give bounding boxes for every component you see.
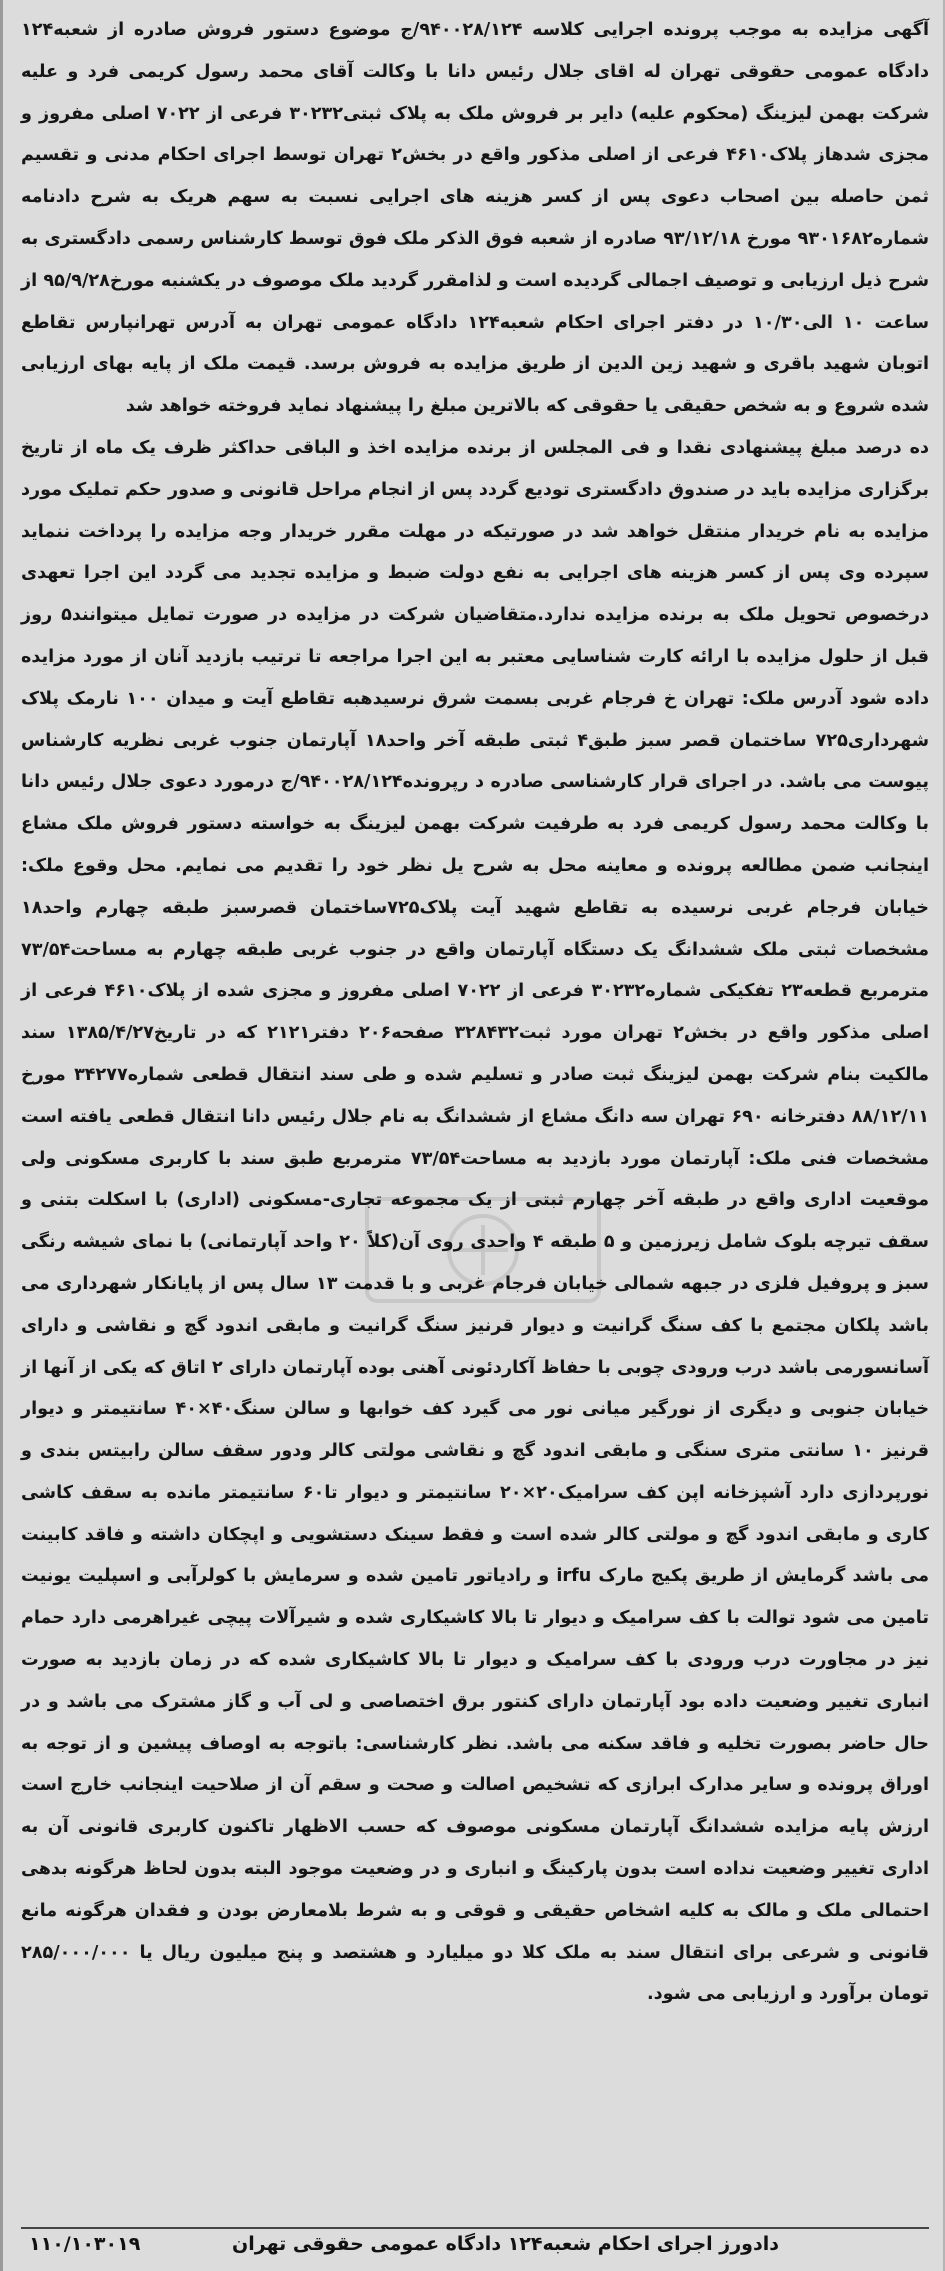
signature-line: دادورز اجرای احکام شعبه۱۲۴ دادگاه عمومی حقوقی تهران <box>232 2233 779 2255</box>
ad-reference-code: ۱۱۰/۱۰۳۰۱۹ <box>29 2233 141 2255</box>
notice-footer <box>21 2227 929 2263</box>
auction-notice-body <box>21 10 929 2016</box>
notice-paragraph-details: ده درصد مبلغ پیشنهادی نقدا و فی المجلس از برنده مزایده اخذ و الباقی حداکثر ظرف یک ماه از تاریخ برگزاری مزایده باید در صندوق دادگستری تودیع گردد پس از انجام مراحل قانونی و صدور حکم تملیک مورد مزایده به نام خریدار منتقل خواهد شد در صورتیکه در مهلت مقرر خریدار وجه مزایده را پرداخت ننماید سپرده وی پس از کسر هزینه های اجرایی به نفع دولت ضبط و مزایده تجدید می گردد این اجرا تعهدی درخصوص تحویل ملک به برنده مزایده ندارد.متقاضیان شرکت در مزایده در صورت تمایل میتوانند۵ روز قبل از حلول مزایده با ارائه کارت شناسایی معتبر به این اجرا مراجعه تا ترتیب بازدید آنان از مورد مزایده داده شود آدرس ملک: تهران خ فرجام غربی بسمت شرق نرسیدهبه تقاطع آیت و میدان ۱۰۰ نارمک پلاک شهرداری۷۲۵ ساختمان قصر سبز طبق۴ ثبتی طبقه آخر واحد۱۸ آپارتمان جنوب غربی نظریه کارشناس پیوست می باشد. در اجرای قرار کارشناسی صادره د رپرونده۹۴۰۰۲۸/۱۲۴/ج درمورد دعوی جلال رئیس دانا با وکالت محمد رسول کریمی فرد به طرفیت شرکت بهمن لیزینگ به خواسته دستور فروش ملک مشاع اینجانب ضمن مطالعه پرونده و معاینه محل به شرح یل نظر خود را تقدیم می نمایم. محل وقوع ملک: خیابان فرجام غربی نرسیده به تقاطع شهید آیت پلاک۷۲۵ساختمان قصرسبز طبقه چهارم واحد۱۸ مشخصات ثبتی ملک ششدانگ یک دستگاه آپارتمان واقع در جنوب غربی طبقه چهارم به مساحت۷۳/۵۴ مترمربع قطعه۲۳ تفکیکی شماره۳۰۲۳۲ فرعی از ۷۰۲۲ اصلی مفروز و مجزی شده از پلاک۴۶۱۰ فرعی از اصلی مذکور واقع در بخش۲ تهران مورد ثبت۳۲۸۴۳۲ صفحه۲۰۶ دفتر۲۱۲۱ که در تاریخ۱۳۸۵/۴/۲۷ سند مالکیت بنام شرکت بهمن لیزینگ ثبت صادر و تسلیم شده و طی سند انتقال قطعی شماره۳۴۲۷۷ مورخ ۸۸/۱۲/۱۱ دفترخانه ۶۹۰ تهران سه دانگ مشاع از ششدانگ به نام جلال رئیس دانا انتقال قطعی یافته است مشخصات فنی ملک: آپارتمان مورد بازدید به مساحت۷۳/۵۴ مترمربع طبق سند با کاربری مسکونی ولی موقعیت اداری واقع در طبقه آخر چهارم ثبتی از یک مجموعه تجاری-مسکونی (اداری) با اسکلت بتنی و سقف تیرچه بلوک شامل زیرزمین و ۵ طبقه ۴ واحدی روی آن(کلاً ۲۰ واحد آپارتمانی) با نمای شیشه رنگی سبز و پروفیل فلزی در جبهه شمالی خیابان فرجام غربی و با قدمت ۱۳ سال پس از پایانکار شهرداری می باشد پلکان مجتمع با کف سنگ گرانیت و دیوار قرنیز سنگ گرانیت و مابقی اندود گچ و نقاشی و دارای آسانسورمی باشد درب ورودی چوبی با حفاظ آکاردئونی آهنی بوده آپارتمان دارای ۲ اتاق که یکی از آنها از خیابان جنوبی و دیگری از نورگیر میانی نور می گیرد کف خوابها و سالن سنگ۴۰×۴۰ سانتیمتر و دیوار قرنیز ۱۰ سانتی متری سنگی و مابقی اندود گچ و نقاشی مولتی کالر ودور سقف سالن رابیتس بندی و نورپردازی دارد آشپزخانه اپن کف سرامیک۲۰×۲۰ سانتیمتر و دیوار تا۶۰ سانتیمتر مانده به سقف کاشی کاری و مابقی اندود گچ و مولتی کالر شده است و فقط سینک دستشویی و اپچکان داشته و فاقد کابینت می باشد گرمایش از طریق پکیج مارک irfu و رادیاتور تامین شده و سرمایش با کولرآبی و اسپلیت یونیت تامین می شود توالت با کف سرامیک و دیوار تا بالا کاشیکاری شده و شیرآلات پیچی غیراهرمی دارد حمام نیز در مجاورت درب ورودی با کف سرامیک و دیوار تا بالا کاشیکاری شده که در زمان بازدید به صورت انباری تغییر وضعیت داده بود آپارتمان دارای کنتور برق اختصاصی و لی آب و گاز مشترک می باشد و در حال حاضر بصورت تخلیه و فاقد سکنه می باشد. نظر کارشناسی: باتوجه به اوصاف پیشین و از توجه به اوراق پرونده و سایر مدارک ابرازی که تشخیص اصالت و صحت و سقم آن از صلاحیت اینجانب خارج است ارزش پایه مزایده ششدانگ آپارتمان مسکونی موصوف که حسب الاظهار تاکنون کاربری قانونی آن به اداری تغییر وضعیت نداده است بدون پارکینگ و انباری و در وضعیت موجود البته بدون لحاظ هرگونه بدهی احتمالی ملک و مالک به کلیه اشخاص حقیقی و قوقی و به شرط بلامعارض بودن و فقدان هرگونه مانع قانونی و شرعی برای انتقال سند به ملک کلا دو میلیارد و هشتصد و پنج میلیون ریال یا ۲۸۵/۰۰۰/۰۰۰ تومان برآورد و ارزیابی می شود. <box>21 437 930 2005</box>
notice-paragraph-intro: آگهی مزایده به موجب پرونده اجرایی کلاسه ۹۴۰۰۲۸/۱۲۴/ج موضوع دستور فروش صادره از شعبه۱۲۴ دادگاه عمومی حقوقی تهران له اقای جلال رئیس دانا با وکالت آقای محمد رسول کریمی فرد و علیه شرکت بهمن لیزینگ (محکوم علیه) دایر بر فروش ملک به پلاک ثبتی۳۰۲۳۲ فرعی از ۷۰۲۲ اصلی مفروز و مجزی شدهاز پلاک۴۶۱۰ فرعی از اصلی مذکور واقع در بخش۲ تهران توسط اجرای احکام مدنی و تقسیم ثمن حاصله بین اصحاب دعوی پس از کسر هزینه های اجرایی نسبت به سهم هریک به شرح دادنامه شماره۹۳۰۱۶۸۲ مورخ ۹۳/۱۲/۱۸ صادره از شعبه فوق الذکر ملک فوق توسط کارشناس رسمی دادگستری به شرح ذیل ارزیابی و توصیف اجمالی گردیده است و لذامقرر گردید ملک موصوف در یکشنبه مورخ۹۵/۹/۲۸ از ساعت ۱۰ الی۱۰/۳۰ در دفتر اجرای احکام شعبه۱۲۴ دادگاه عمومی تهران به آدرس تهرانپارس تقاطع اتوبان شهید باقری و شهید زین الدین از طریق مزایده به فروش برسد. قیمت ملک از پایه بهای ارزیابی شده شروع و به شخص حقیقی یا حقوقی که بالاترین مبلغ را پیشنهاد نماید فروخته خواهد شد <box>21 20 930 417</box>
